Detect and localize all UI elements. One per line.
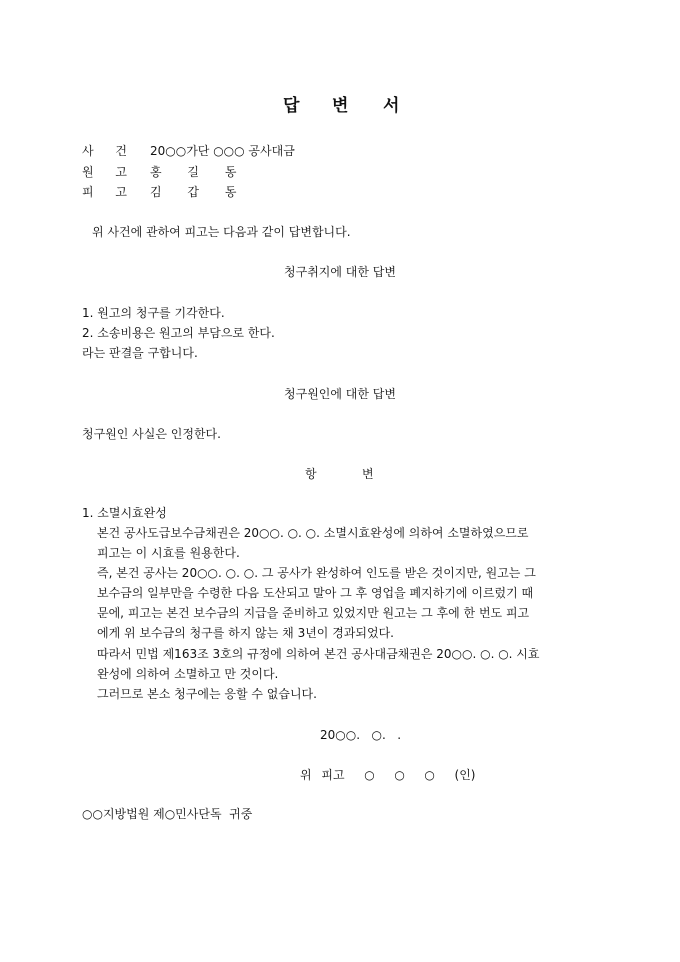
- defense-line-8: 완성에 의하여 소멸하고 만 것이다.: [97, 667, 279, 681]
- title-char-1: 답: [283, 96, 300, 116]
- intro-text: 위 사건에 관하여 피고는 다음과 같이 답변합니다.: [92, 225, 351, 239]
- defendant-name: 김 갑 동: [150, 185, 237, 199]
- claim-purpose-item-2: 2. 소송비용은 원고의 부담으로 한다.: [82, 326, 275, 340]
- title-char-2: 변: [332, 96, 349, 116]
- defense-line-1: 본건 공사도급보수금채권은 20○○. ○. ○. 소멸시효완성에 의하여 소멸하였으므로: [97, 526, 529, 540]
- defense-line-9: 그러므로 본소 청구에는 응할 수 없습니다.: [97, 687, 317, 701]
- claim-cause-body: 청구원인 사실은 인정한다.: [82, 427, 221, 441]
- title-char-3: 서: [383, 96, 400, 116]
- defense-item-title: 1. 소멸시효완성: [82, 506, 167, 520]
- defense-line-4: 보수금의 일부만을 수령한 다음 도산되고 말아 그 후 영업을 폐지하기에 이르렀기 때: [97, 586, 534, 600]
- case-value: 20○○가단 ○○○ 공사대금: [150, 144, 295, 158]
- defense-heading-char-1: 항: [305, 467, 317, 481]
- defense-line-2: 피고는 이 시효를 원용한다.: [97, 546, 240, 560]
- claim-purpose-heading: 청구취지에 대한 답변: [284, 265, 396, 279]
- defense-line-7: 따라서 민법 제163조 3호의 규정에 의하여 본건 공사대금채권은 20○○. ○. ○. 시효: [97, 647, 540, 661]
- document-date: 20○○. ○. .: [320, 728, 402, 742]
- defense-line-5: 문에, 피고는 본건 보수금의 지급을 준비하고 있었지만 원고는 그 후에 한 번도 피고: [97, 606, 530, 620]
- claim-purpose-item-1: 1. 원고의 청구를 기각한다.: [82, 306, 225, 320]
- defense-heading: [0, 466, 680, 482]
- plaintiff-name: 홍 길 동: [150, 165, 237, 179]
- claim-purpose-closing: 라는 판결을 구합니다.: [82, 346, 198, 360]
- signature-line: 위 피고 ○ ○ ○ (인): [300, 768, 476, 782]
- claim-cause-heading: 청구원인에 대한 답변: [284, 387, 396, 401]
- defense-heading-char-2: 변: [362, 467, 374, 481]
- defendant-label: 피 고: [82, 185, 127, 199]
- defense-line-6: 에게 위 보수금의 청구를 하지 않는 채 3년이 경과되었다.: [97, 626, 394, 640]
- addressee: ○○지방법원 제○민사단독 귀중: [82, 807, 253, 821]
- case-label: 사 건: [82, 144, 127, 158]
- document-title: [0, 98, 680, 120]
- defense-line-3: 즉, 본건 공사는 20○○. ○. ○. 그 공사가 완성하여 인도를 받은 것이지만, 원고는 그: [97, 566, 536, 580]
- plaintiff-label: 원 고: [82, 165, 127, 179]
